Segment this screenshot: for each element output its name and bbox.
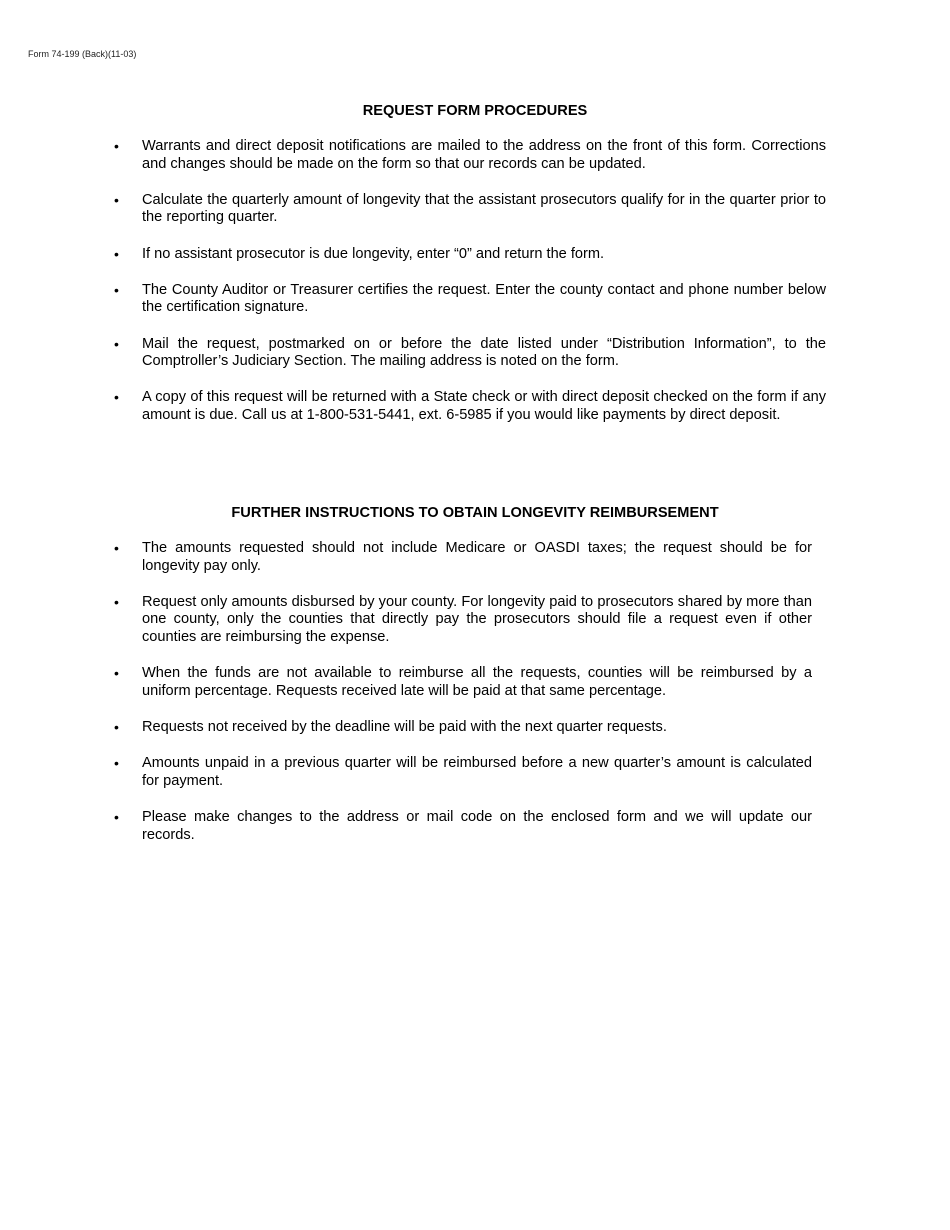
list-item [0,665,950,700]
list-item-text: The County Auditor or Treasurer certifies the request. Enter the county contact and phone number below the certification signature. [142,281,826,316]
list-item-text: Warrants and direct deposit notifications are mailed to the address on the front of this form. Corrections and changes should be made on the form so that our records can be updated. [142,138,826,172]
list-item [0,594,950,647]
procedures-list [0,138,950,425]
section-title: REQUEST FORM PROCEDURES [362,103,588,119]
form-code: Form 74-199 (Back)(11-03) [28,49,137,59]
further-instructions-section [0,504,950,863]
bullet-icon: • [114,191,119,208]
bullet-icon: • [114,540,119,556]
list-item [0,336,950,371]
bullet-icon: • [114,665,119,682]
list-item [0,192,950,227]
bullet-icon: • [114,335,119,352]
further-instructions-list [0,540,950,844]
list-item-text: The amounts requested should not include Medicare or OASDI taxes; the request should be for longevity pay only. [142,540,812,574]
list-item [0,246,950,264]
list-item-text: Please make changes to the address or mail code on the enclosed form and we will update our records. [142,808,812,843]
bullet-icon: • [114,755,119,772]
list-item-text: Calculate the quarterly amount of longevity that the assistant prosecutors qualify for in the quarter prior to the reporting quarter. [142,191,826,226]
bullet-icon: • [114,718,119,735]
bullet-icon: • [114,593,119,610]
bullet-icon: • [114,138,119,154]
bullet-icon: • [114,281,119,298]
list-item [0,389,950,424]
list-item-text: Request only amounts disbursed by your county. For longevity paid to prosecutors shared by more than one county, only the counties that directly pay the prosecutors should file a request even if other counties are reimbursing the expense. [142,593,812,645]
list-item [0,809,950,844]
list-item [0,719,950,737]
list-item [0,282,950,317]
bullet-icon: • [114,808,119,825]
list-item-text: A copy of this request will be returned with a State check or with direct deposit checked on the form if any amount is due. Call us at 1-800-531-5441, ext. 6-5985 if you would like payments by direct deposit. [142,389,826,423]
list-item-text: Mail the request, postmarked on or before the date listed under “Distribution Information”, to the Comptroller’s Judiciary Section. The mailing address is noted on the form. [142,335,826,370]
list-item-text: If no assistant prosecutor is due longevity, enter “0” and return the form. [142,245,605,262]
bullet-icon: • [114,245,119,262]
list-item [0,540,950,575]
request-form-procedures-section [0,102,950,443]
list-item-text: Requests not received by the deadline will be paid with the next quarter requests. [142,718,667,735]
section-title: FURTHER INSTRUCTIONS TO OBTAIN LONGEVITY REIMBURSEMENT [231,505,719,521]
bullet-icon: • [114,389,119,406]
list-item [0,755,950,790]
list-item [0,138,950,173]
list-item-text: When the funds are not available to reimburse all the requests, counties will be reimbursed by a uniform percentage. Requests received late will be paid at that same percentage. [142,665,812,699]
list-item-text: Amounts unpaid in a previous quarter will be reimbursed before a new quarter’s amount is calculated for payment. [142,755,812,789]
